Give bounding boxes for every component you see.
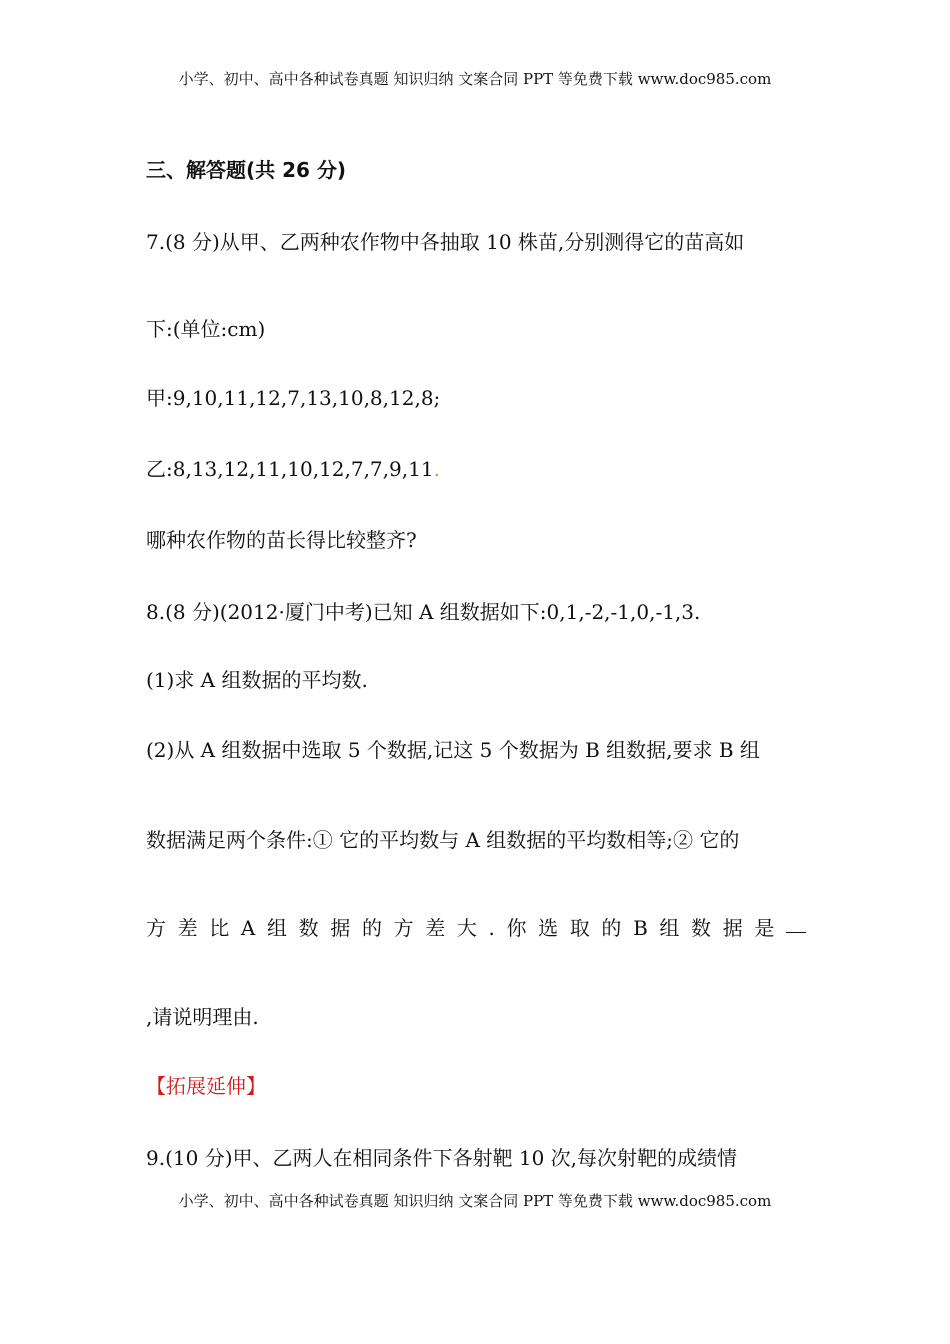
char: 是 (754, 916, 775, 940)
char: 选 (538, 916, 559, 940)
char: 方 (146, 916, 166, 940)
char: 大 (456, 916, 477, 940)
char: 方 (393, 916, 414, 940)
char: 的 (601, 916, 622, 940)
q7-line2: 下:(单位:cm) (146, 317, 266, 341)
q8-part2-line4: ,请说明理由. (146, 1005, 259, 1029)
q7-yi-values: 乙:8,13,12,11,10,12,7,7,9,11 (146, 457, 434, 481)
extension-title: 【拓展延伸】 (146, 1074, 266, 1098)
q8-part2-line1: (2)从 A 组数据中选取 5 个数据,记这 5 个数据为 B 组数据,要求 B 组 (146, 738, 760, 762)
char: B (633, 916, 648, 940)
char: 取 (569, 916, 590, 940)
page-footer: 小学、初中、高中各种试卷真题 知识归纳 文案合同 PPT 等免费下载 www.doc985.com (178, 1192, 772, 1210)
q8-part2-line2: 数据满足两个条件:① 它的平均数与 A 组数据的平均数相等;② 它的 (146, 828, 740, 852)
q8-part2-line3 (146, 914, 806, 942)
char: 据 (330, 916, 351, 940)
char: 差 (177, 916, 198, 940)
char: 组 (659, 916, 680, 940)
q7-yi-data (146, 455, 440, 483)
answer-blank (786, 914, 806, 933)
char: 你 (506, 916, 527, 940)
page-header: 小学、初中、高中各种试卷真题 知识归纳 文案合同 PPT 等免费下载 www.doc985.com (178, 70, 772, 88)
q8-line1: 8.(8 分)(2012·厦门中考)已知 A 组数据如下:0,1,-2,-1,0,-1,3. (146, 600, 701, 624)
char: 数 (298, 916, 319, 940)
q8-part1: (1)求 A 组数据的平均数. (146, 668, 368, 692)
char: 差 (425, 916, 446, 940)
char: 据 (722, 916, 743, 940)
section-title: 三、解答题(共 26 分) (146, 158, 347, 182)
char: 比 (209, 916, 230, 940)
char: A (240, 916, 256, 940)
q7-line1: 7.(8 分)从甲、乙两种农作物中各抽取 10 株苗,分别测得它的苗高如 (146, 230, 745, 254)
q7-yi-end: . (433, 457, 440, 481)
q9-line1: 9.(10 分)甲、乙两人在相同条件下各射靶 10 次,每次射靶的成绩情 (146, 1146, 738, 1170)
q7-question: 哪种农作物的苗长得比较整齐? (146, 528, 417, 552)
q7-jia-data: 甲:9,10,11,12,7,13,10,8,12,8; (146, 386, 441, 410)
char: 组 (267, 916, 288, 940)
char: . (488, 916, 495, 940)
char: 数 (691, 916, 712, 940)
char: 的 (361, 916, 382, 940)
